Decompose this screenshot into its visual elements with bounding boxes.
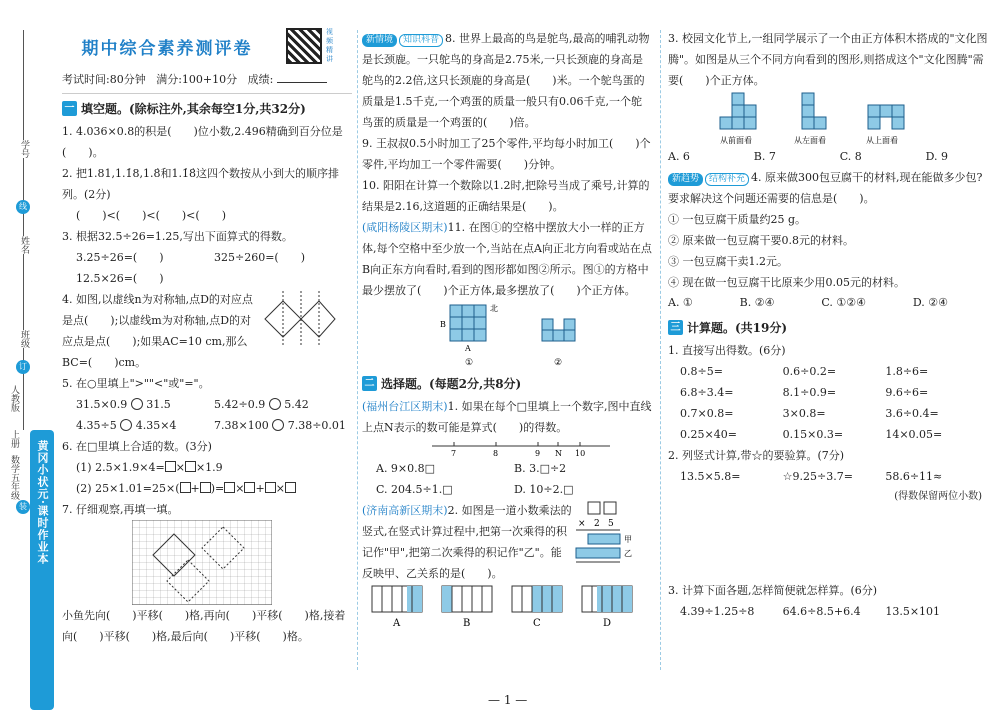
label-volume: 上册 bbox=[9, 430, 19, 448]
section-number: 三 bbox=[668, 320, 683, 335]
compare-item: 7.38×100 7.38÷0.01 bbox=[214, 419, 346, 432]
svg-text:9: 9 bbox=[535, 449, 541, 458]
question: 3. 根据32.5÷26=1.25,写出下面算式的得数。 bbox=[62, 230, 293, 243]
question-with-figure bbox=[362, 500, 652, 584]
page-number: — 1 — bbox=[488, 693, 528, 707]
question: (福州台江区期末)1. 如果在每个□里填上一个数字,图中直线上点N表示的数可能是算式( )的得数。 bbox=[362, 400, 652, 434]
column-3 bbox=[668, 28, 988, 622]
exam-meta bbox=[62, 71, 352, 94]
answer-grid bbox=[62, 247, 352, 289]
column-2 bbox=[362, 28, 652, 630]
option[interactable]: B. ②④ bbox=[739, 296, 775, 309]
question: 1. 直接写出得数。(6分) bbox=[668, 344, 786, 357]
question: 2. 把1.81,1.1̇8,1.8̇和1.1̇8̇这四个数按从小到大的顺序排列。(2分) bbox=[62, 167, 339, 201]
info-item: ④ 现在做一包豆腐干比原来少用0.05元的材料。 bbox=[668, 276, 905, 289]
exam-full-score: 满分:100+10分 bbox=[156, 73, 238, 86]
column-divider bbox=[357, 30, 358, 670]
number-line bbox=[432, 438, 612, 458]
question: 3. 校园文化节上,一组同学展示了一个由正方体积木搭成的"文化图腾"。如图是从三个不同方向看到的图形,则搭成这个"文化图腾"需要( )个正方体。 bbox=[668, 32, 988, 87]
svg-text:B: B bbox=[440, 320, 446, 329]
svg-text:×: × bbox=[578, 519, 586, 529]
question: 1. 4.036×0.8的积是( )位小数,2.496精确到百分位是( )。 bbox=[62, 125, 343, 159]
option[interactable]: C. ①②④ bbox=[821, 296, 866, 309]
question: 小鱼先向( )平移( )格,再向( )平移( )格,接着向( )平移( )格,最后向( )平移( )格。 bbox=[62, 609, 346, 643]
source-label: (福州台江区期末) bbox=[362, 400, 448, 413]
label-edition: 人教版 bbox=[9, 385, 19, 412]
label-student-id: 学号 bbox=[19, 140, 29, 158]
brand-logo: 黄冈小状元·课时作业本 bbox=[36, 440, 49, 565]
exam-time: 考试时间:80分钟 bbox=[62, 73, 146, 86]
svg-text:从左面看: 从左面看 bbox=[794, 136, 826, 145]
question: 3. 计算下面各题,怎样简便就怎样算。(6分) bbox=[668, 584, 878, 597]
section-title: 填空题。(除标注外,其余每空1分,共32分) bbox=[81, 102, 306, 116]
mental-math-grid: 0.8÷5= 0.6÷0.2= 1.8÷6= 6.8÷3.4= 8.1÷0.9= 9.6÷6= 0.7×0.8= 3×0.8= 3.6÷0.4= 0.25×40= 0.15×0.3= 14×0.05= bbox=[680, 365, 943, 441]
question: 5. 在○里填上">""<"或"="。 bbox=[62, 377, 210, 390]
svg-text:乙: 乙 bbox=[624, 549, 632, 558]
symmetry-figure bbox=[257, 289, 337, 349]
compare-grid bbox=[62, 394, 352, 436]
question: (济南高新区期末)2. 如图是一道小数乘法的竖式,在竖式计算过程中,把第一次乘得的积记作"甲",把第二次乘得的积记作"乙"。能反映甲、乙关系的是( )。 bbox=[362, 504, 572, 580]
section-number: 二 bbox=[362, 376, 377, 391]
option[interactable]: D. 9 bbox=[925, 150, 948, 163]
binding-margin bbox=[0, 0, 62, 718]
sub-question: 325÷260=( ) bbox=[214, 251, 306, 264]
sub-question: 12.5×26=( ) bbox=[76, 272, 164, 285]
option[interactable]: D. 10÷2.□ bbox=[514, 483, 574, 496]
section-header bbox=[362, 375, 652, 392]
svg-text:10: 10 bbox=[575, 449, 586, 458]
vertical-calc-grid: 13.5×5.8= ☆9.25÷3.7= 58.6÷11≈ bbox=[680, 470, 943, 483]
svg-text:A: A bbox=[465, 344, 471, 353]
svg-text:2: 2 bbox=[594, 519, 600, 529]
qr-code-icon[interactable] bbox=[286, 28, 322, 64]
simplify-calc-grid: 4.39÷1.25÷8 64.6÷8.5+6.4 13.5×101 bbox=[680, 605, 941, 618]
svg-text:甲: 甲 bbox=[624, 535, 632, 544]
options bbox=[668, 293, 988, 313]
column-1 bbox=[62, 22, 352, 647]
svg-text:从前面看: 从前面看 bbox=[720, 136, 752, 145]
question: 新趋势 结构补充 4. 原来做300包豆腐干的材料,现在能做多少包?要求解决这个问题还需要的信息是( )。 bbox=[668, 171, 983, 205]
cube-figure bbox=[432, 301, 612, 369]
question: 4. 如图,以虚线n为对称轴,点D的对应点是点( );以虚线m为对称轴,点D的对应点是点( );如果AC=10 cm,那么BC=( )cm。 bbox=[62, 293, 253, 369]
binding-dot: 装 bbox=[16, 500, 30, 514]
three-views-figure bbox=[718, 91, 948, 147]
svg-text:7: 7 bbox=[451, 449, 457, 458]
tag-structure: 结构补充 bbox=[705, 173, 749, 186]
qr-label: 视频精讲 bbox=[326, 28, 333, 63]
info-item: ① 一包豆腐干质量约25 g。 bbox=[668, 213, 807, 226]
question-with-figure bbox=[62, 289, 352, 373]
question: 6. 在□里填上合适的数。(3分) bbox=[62, 440, 212, 453]
option[interactable]: C. 204.5÷1.□ bbox=[376, 483, 453, 496]
section-title: 选择题。(每题2分,共8分) bbox=[381, 377, 522, 391]
question: 10. 阳阳在计算一个数除以1.2时,把除号当成了乘号,计算的结果是2.16,这道题的正确结果是( )。 bbox=[362, 179, 650, 213]
svg-text:C: C bbox=[533, 618, 541, 629]
question: 7. 仔细观察,再填一填。 bbox=[62, 503, 179, 516]
question: 9. 王叔叔0.5小时加工了25个零件,平均每小时加工( )个零件,平均加工一个零件需要( )分钟。 bbox=[362, 137, 651, 171]
label-name: 姓名 bbox=[19, 236, 29, 254]
note: (得数保留两位小数) bbox=[894, 491, 982, 502]
answer-line: ( )<( )<( )<( ) bbox=[76, 209, 226, 222]
svg-text:北: 北 bbox=[490, 304, 498, 313]
option[interactable]: A. 6 bbox=[668, 150, 690, 163]
info-item: ② 原来做一包豆腐干要0.8元的材料。 bbox=[668, 234, 854, 247]
exam-score-label: 成绩: bbox=[247, 73, 274, 86]
svg-text:5: 5 bbox=[608, 519, 614, 529]
option[interactable]: A. 9×0.8□ bbox=[376, 462, 436, 475]
question: 2. 列竖式计算,带☆的要验算。(7分) bbox=[668, 449, 845, 462]
svg-text:从上面看: 从上面看 bbox=[866, 136, 898, 145]
svg-text:②: ② bbox=[554, 358, 563, 368]
compare-item: 5.42÷0.9 5.42 bbox=[214, 398, 309, 411]
label-class: 班级 bbox=[19, 330, 29, 348]
brand-band bbox=[30, 430, 54, 710]
page-title: 期中综合素养测评卷 bbox=[81, 39, 253, 59]
answer-space bbox=[668, 502, 988, 580]
tag-knowledge: 知识科普 bbox=[399, 34, 443, 47]
sub-question: (1) 2.5×1.9×4= × ×1.9 bbox=[76, 461, 223, 474]
option[interactable]: B. 7 bbox=[753, 150, 776, 163]
sub-question: 3.25÷26=( ) bbox=[76, 251, 164, 264]
svg-text:①: ① bbox=[465, 358, 474, 368]
source-label: (咸阳杨陵区期末) bbox=[362, 221, 448, 234]
section-title: 计算题。(共19分) bbox=[687, 321, 788, 335]
source-label: (济南高新区期末) bbox=[362, 504, 448, 517]
question: (咸阳杨陵区期末)11. 在图①的空格中摆放大小一样的正方体,每个空格中至少放一个,当站在点A向正北方向看或站在点B向正东方向看时,看到的图形都如图②所示。图①的方格中最少摆放了( )个正方体,最多摆放了( )个正方体。 bbox=[362, 221, 652, 297]
binding-dot: 订 bbox=[16, 360, 30, 374]
section-header bbox=[62, 100, 352, 117]
multiplication-figure bbox=[572, 500, 634, 570]
label-grade: 数学五年级 bbox=[9, 455, 19, 500]
column-divider bbox=[660, 30, 661, 670]
choice-figures bbox=[362, 584, 652, 630]
svg-text:8: 8 bbox=[493, 449, 499, 458]
sub-question: (2) 25×1.01=25×( + )= × + × bbox=[62, 478, 352, 499]
binding-dot: 线 bbox=[16, 200, 30, 214]
svg-text:N: N bbox=[555, 449, 562, 458]
info-item: ③ 一包豆腐干卖1.2元。 bbox=[668, 255, 788, 268]
compare-item: 31.5×0.9 31.5 bbox=[76, 398, 171, 411]
option[interactable]: D. ②④ bbox=[912, 296, 948, 309]
option[interactable]: B. 3.□÷2 bbox=[514, 462, 567, 475]
option[interactable]: C. 8 bbox=[839, 150, 862, 163]
section-header bbox=[668, 319, 988, 336]
section-number: 一 bbox=[62, 101, 77, 116]
svg-text:D: D bbox=[603, 618, 612, 629]
svg-text:B: B bbox=[463, 618, 471, 629]
svg-text:A: A bbox=[393, 618, 401, 629]
question: 新情境 知识科普 8. 世界上最高的鸟是鸵鸟,最高的哺乳动物是长颈鹿。一只鸵鸟的身高是2.75米,一只长颈鹿的身高是鸵鸟的2.2倍,这只长颈鹿的身高是( )米。一个鸵鸟蛋的质量是1.5千克,一个鸡蛋的质量一般只有0.06千克,一个鸵鸟蛋的质量是一个鸡蛋的( )倍。 bbox=[362, 32, 650, 129]
tag-new-context: 新情境 bbox=[362, 34, 397, 47]
grid-fish-figure bbox=[132, 520, 272, 605]
option[interactable]: A. ① bbox=[668, 296, 693, 309]
tag-new-trend: 新趋势 bbox=[668, 173, 703, 186]
options bbox=[362, 458, 652, 500]
compare-item: 4.35÷5 4.35×4 bbox=[76, 419, 177, 432]
options bbox=[668, 147, 988, 167]
